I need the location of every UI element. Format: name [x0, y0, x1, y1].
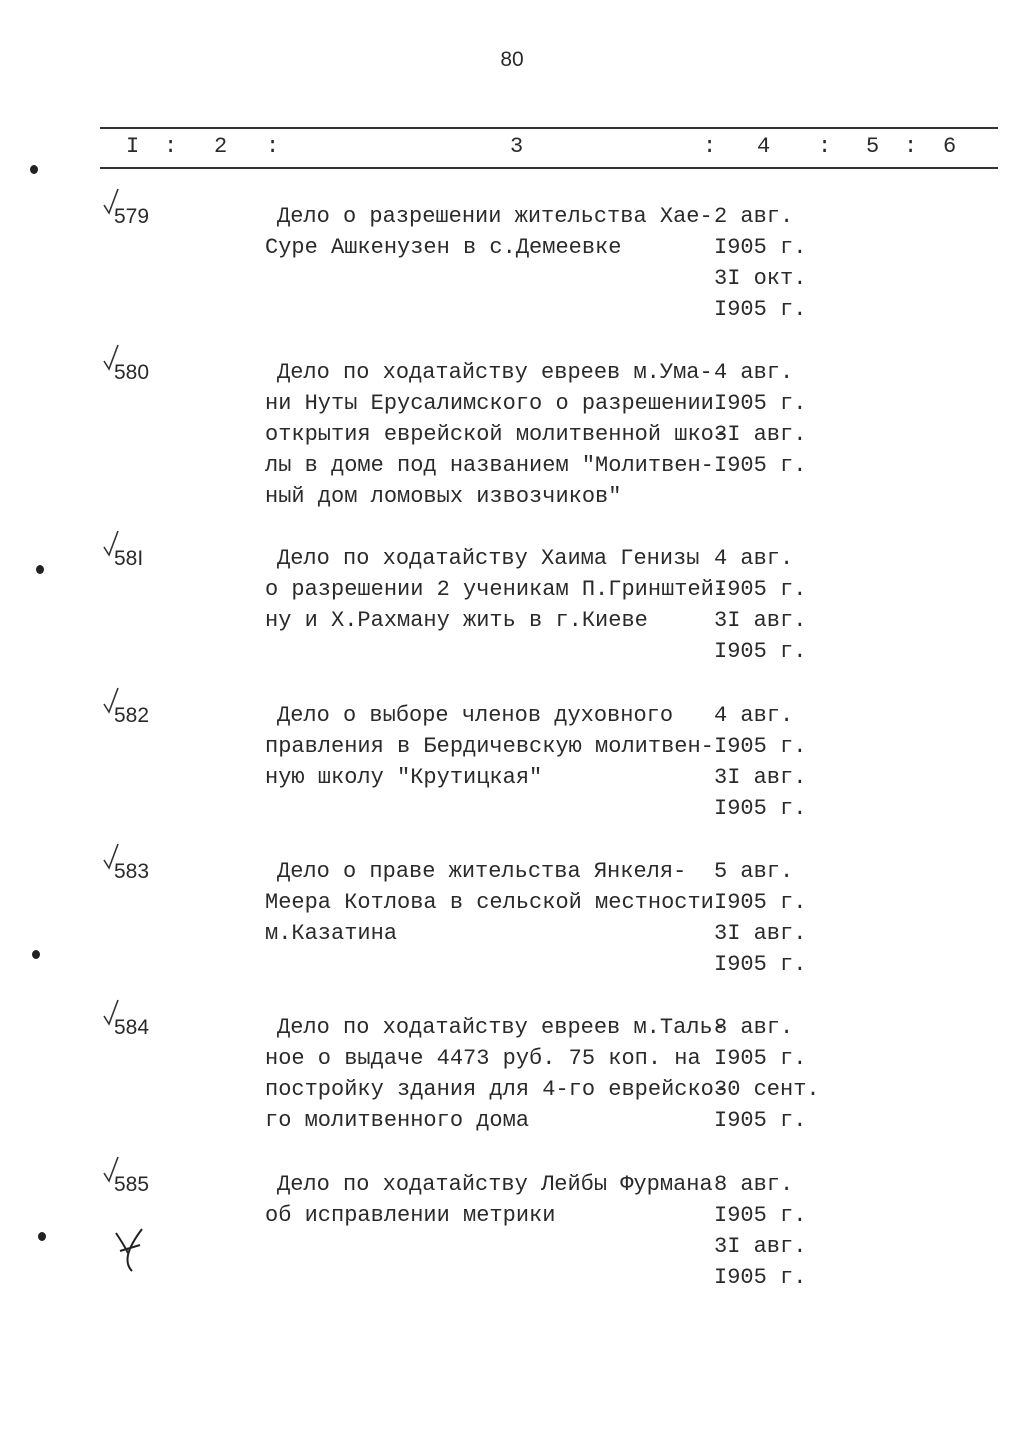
entry-number: 582	[114, 704, 150, 727]
col-header-6: 6	[943, 134, 957, 159]
description-line: Дело по ходатайству Хаима Генизы	[277, 546, 700, 571]
description-line: го молитвенного дома	[265, 1108, 530, 1133]
entry-number: 585	[114, 1173, 150, 1196]
date-line: I905 г.	[714, 453, 807, 478]
description-line: об исправлении метрики	[265, 1203, 556, 1228]
date-line: I905 г.	[714, 297, 807, 322]
entry-description	[265, 1012, 727, 1136]
description-line: открытия еврейской молитвенной шко-	[265, 422, 728, 447]
description-line: лы в доме под названием "Молитвен-	[265, 453, 714, 478]
date-line: I905 г.	[714, 890, 807, 915]
description-line: о разрешении 2 ученикам П.Гринштей-	[265, 577, 728, 602]
description-line: ни Нуты Ерусалимского о разрешении	[265, 391, 714, 416]
description-line: м.Казатина	[265, 921, 398, 946]
entry-dates	[714, 543, 806, 667]
entry-description	[265, 1169, 713, 1231]
col-separator: :	[904, 134, 918, 159]
date-line: 2 авг.	[714, 204, 794, 229]
date-line: I905 г.	[714, 1046, 807, 1071]
date-line: 3I авг.	[714, 422, 807, 447]
entry-number: 584	[114, 1016, 150, 1039]
entry-dates	[714, 357, 806, 481]
col-separator: :	[164, 134, 178, 159]
entry-description	[265, 543, 727, 636]
header-top-rule	[100, 127, 998, 129]
date-line: 30 сент.	[714, 1077, 820, 1102]
entry-number: 580	[114, 361, 150, 384]
col-separator: :	[818, 134, 832, 159]
entry-description	[265, 700, 714, 793]
date-line: 5 авг.	[714, 859, 794, 884]
entry-dates	[714, 856, 806, 980]
date-line: 4 авг.	[714, 703, 794, 728]
handwritten-signature-mark	[110, 1225, 150, 1275]
entry-number: 583	[114, 860, 150, 883]
date-line: 3I авг.	[714, 765, 807, 790]
date-line: I905 г.	[714, 577, 807, 602]
date-line: 3I авг.	[714, 608, 807, 633]
entry-description	[265, 201, 713, 263]
description-line: Меера Котлова в сельской местности	[265, 890, 714, 915]
date-line: 3I авг.	[714, 921, 807, 946]
date-line: I905 г.	[714, 1203, 807, 1228]
col-separator: :	[703, 134, 717, 159]
date-line: 8 авг.	[714, 1015, 794, 1040]
description-line: ный дом ломовых извозчиков"	[265, 484, 622, 509]
entry-dates	[714, 700, 806, 824]
description-line: правления в Бердичевскую молитвен-	[265, 734, 714, 759]
description-line: Дело по ходатайству Лейбы Фурмана	[277, 1172, 713, 1197]
description-line: Дело по ходатайству евреев м.Ума-	[277, 360, 713, 385]
entry-dates	[714, 201, 806, 325]
date-line: I905 г.	[714, 796, 807, 821]
date-line: I905 г.	[714, 391, 807, 416]
date-line: 3I окт.	[714, 266, 807, 291]
description-line: ное о выдаче 4473 руб. 75 коп. на	[265, 1046, 701, 1071]
description-line: постройку здания для 4-го еврейско-	[265, 1077, 728, 1102]
col-separator: :	[266, 134, 280, 159]
punch-hole-mark	[36, 565, 44, 574]
entry-number: 579	[114, 205, 150, 228]
col-header-2: 2	[214, 134, 228, 159]
date-line: I905 г.	[714, 639, 807, 664]
col-header-3: 3	[510, 134, 524, 159]
entry-number: 58I	[114, 547, 144, 570]
description-line: Дело о разрешении жительства Хае-	[277, 204, 713, 229]
date-line: 8 авг.	[714, 1172, 794, 1197]
entry-description	[265, 357, 727, 512]
entry-description	[265, 856, 714, 949]
date-line: 3I авг.	[714, 1234, 807, 1259]
punch-hole-mark	[30, 165, 38, 174]
header-bottom-rule	[100, 167, 998, 169]
col-header-1: I	[126, 134, 140, 159]
description-line: Суре Ашкенузен в с.Демеевке	[265, 235, 622, 260]
date-line: 4 авг.	[714, 546, 794, 571]
entry-dates	[714, 1012, 820, 1136]
description-line: Дело о выборе членов духовного	[277, 703, 674, 728]
date-line: I905 г.	[714, 1265, 807, 1290]
description-line: ную школу "Крутицкая"	[265, 765, 543, 790]
punch-hole-mark	[38, 1232, 46, 1241]
punch-hole-mark	[32, 950, 40, 959]
date-line: I905 г.	[714, 734, 807, 759]
entry-dates	[714, 1169, 806, 1293]
col-header-5: 5	[866, 134, 880, 159]
description-line: Дело по ходатайству евреев м.Таль-	[277, 1015, 726, 1040]
date-line: I905 г.	[714, 1108, 807, 1133]
date-line: I905 г.	[714, 952, 807, 977]
page-number: 80	[500, 48, 524, 71]
date-line: I905 г.	[714, 235, 807, 260]
description-line: ну и Х.Рахману жить в г.Киеве	[265, 608, 648, 633]
date-line: 4 авг.	[714, 360, 794, 385]
description-line: Дело о праве жительства Янкеля-	[277, 859, 687, 884]
col-header-4: 4	[757, 134, 771, 159]
